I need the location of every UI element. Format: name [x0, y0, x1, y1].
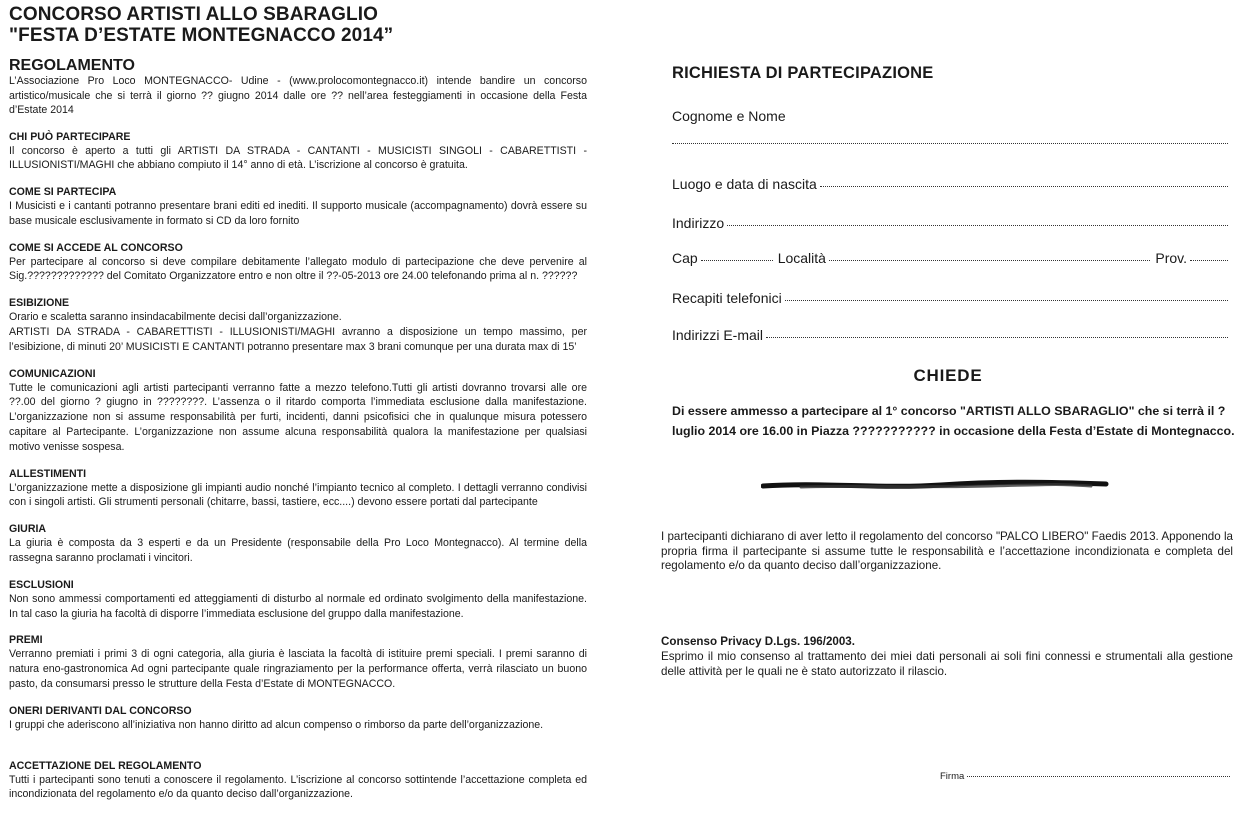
firma-dotted-line[interactable] [967, 776, 1230, 777]
regolamento-sections [9, 130, 587, 803]
indirizzo-label: Indirizzo [672, 215, 725, 231]
chiede-line-2: luglio 2014 ore 16.00 in Piazza ??????????? in occasione della Festa d’Estate di Montegnacco. [672, 424, 1235, 438]
regolamento-section [9, 130, 587, 174]
regolamento-section [9, 704, 587, 733]
prov-dotted-line[interactable] [1190, 260, 1228, 261]
section-title: COMUNICAZIONI [9, 367, 96, 380]
nascita-field[interactable] [672, 176, 1228, 192]
section-paragraph: Non sono ammessi comportamenti ed atteggiamenti di disturbo al normale ed ordinato svolgimento della manifestazione. In tal caso la giuria ha facoltà di disporre l’immediata esclusione del gruppo dalla manifestazione. [9, 592, 587, 620]
regolamento-intro: L’Associazione Pro Loco MONTEGNACCO- Udine - (www.prolocomontegnacco.it) intende bandire un concorso artistico/musicale che si terrà il giorno ?? giugno 2014 dalle ore ?? nell’area festeggiamenti in occasione della Festa d’Estate 2014 [9, 75, 587, 116]
section-body [9, 310, 587, 354]
regolamento-section [9, 578, 587, 622]
regolamento-section [9, 633, 587, 691]
section-paragraph: Il concorso è aperto a tutti gli ARTISTI DA STRADA - CANTANTI - MUSICISTI SINGOLI - CABARETTISTI - ILLUSIONISTI/MAGHI che abbiano compiuto il 14° anno di età. L’iscrizione al concorso è gratuita. [9, 144, 587, 172]
telefoni-label: Recapiti telefonici [672, 290, 782, 306]
chiede-line-1: Di essere ammesso a partecipare al 1° concorso "ARTISTI ALLO SBARAGLIO" che si terrà il ? [672, 404, 1226, 418]
privacy-text: Esprimo il mio consenso al trattamento dei miei dati personali ai soli fini connessi e strumentali alla gestione delle attività per le quali ne è stato autorizzato il rilascio. [661, 650, 1233, 678]
localita-dotted-line[interactable] [829, 260, 1150, 261]
section-body [9, 592, 587, 622]
section-title: ALLESTIMENTI [9, 467, 87, 480]
section-paragraph: L’organizzazione mette a disposizione gli impianti audio nonché l’impianto tecnico al completo. I dettagli verranno condivisi con i singoli artisti. Gli strumenti personali (chitarre, bassi, tastiere, ecc....) devono essere portati dal partecipante [9, 481, 587, 509]
request-title: RICHIESTA DI PARTECIPAZIONE [672, 64, 934, 82]
chiede-heading: CHIEDE [913, 366, 983, 385]
email-field[interactable] [672, 327, 1228, 343]
cap-localita-prov-field[interactable] [672, 250, 1228, 266]
section-paragraph: I gruppi che aderiscono all’iniziativa non hanno diritto ad alcun compenso o rimborso da parte dell’organizzazione. [9, 718, 544, 731]
section-title: COME SI ACCEDE AL CONCORSO [9, 241, 183, 254]
indirizzo-dotted-line[interactable] [727, 225, 1228, 226]
nascita-dotted-line[interactable] [820, 186, 1228, 187]
section-body [9, 718, 587, 733]
section-paragraph: Per partecipare al concorso si deve compilare debitamente l’allegato modulo di partecipazione che deve pervenire al Sig.????????????? del Comitato Organizzatore entro e non oltre il ??-05-2013 ore 24.00 telefonando prima al n. ?????? [9, 255, 587, 283]
section-body [9, 255, 587, 285]
section-title: GIURIA [9, 523, 47, 536]
section-paragraph: La giuria è composta da 3 esperti e da un Presidente (responsabile della Pro Loco Montegnacco). Al termine della rassegna saranno proclamati i vincitori. [9, 537, 587, 565]
email-dotted-line[interactable] [766, 337, 1228, 338]
section-title: ACCETTAZIONE DEL REGOLAMENTO [9, 759, 202, 772]
section-body [9, 381, 587, 455]
section-body [9, 481, 587, 511]
section-body [9, 536, 587, 566]
telefoni-dotted-line[interactable] [785, 300, 1228, 301]
email-label: Indirizzi E-mail [672, 327, 764, 343]
nascita-label: Luogo e data di nascita [672, 176, 817, 192]
scribble-signature-mark [761, 478, 1111, 494]
telefoni-field[interactable] [672, 290, 1228, 306]
contest-subtitle: "FESTA D’ESTATE MONTEGNACCO 2014” [9, 25, 394, 46]
declaration-text: I partecipanti dichiarano di aver letto il regolamento del concorso "PALCO LIBERO" Faedis 2013. Apponendo la propria firma il partecipante si assume tutte le responsabilità e l’accettazione incondizionata e completa del regolamento e/o da quanto deciso dall’organizzazione. [661, 530, 1233, 572]
regolamento-heading: REGOLAMENTO [9, 57, 135, 74]
cognome-label: Cognome e Nome [672, 108, 786, 124]
cognome-line[interactable] [672, 145, 1228, 157]
regolamento-section [9, 296, 587, 354]
section-title: ESCLUSIONI [9, 578, 74, 591]
prov-label: Prov. [1155, 250, 1187, 266]
regolamento-section [9, 241, 587, 285]
section-title: PREMI [9, 634, 43, 647]
firma-field[interactable] [940, 771, 1230, 782]
section-title: ESIBIZIONE [9, 297, 70, 310]
localita-label: Località [777, 250, 826, 266]
section-paragraph: Tutte le comunicazioni agli artisti partecipanti verranno fatte a mezzo telefono.Tutti gli artisti dovranno trovarsi alle ore ??.00 del giorno ? giugno in ????????. L’assenza o il ritardo comporta l’immediata esclusione dalla manifestazione. L’organizzazione non si assume responsabilità per furti, incidenti, danni psicofisici che in qualunque misura potessero capitare al Partecipante. L’organizzazione non assume alcuna responsabilità qualora la manifestazione per qualsiasi motivo venisse sospesa. [9, 381, 587, 453]
regolamento-column [9, 4, 587, 802]
section-title: ONERI DERIVANTI DAL CONCORSO [9, 704, 192, 717]
regolamento-section [9, 759, 587, 803]
section-body [9, 144, 587, 174]
section-paragraph: ARTISTI DA STRADA - CABARETTISTI - ILLUSIONISTI/MAGHI avranno a disposizione un tempo massimo, per l’esibizione, di minuti 20’ MUSICISTI E CANTANTI potranno presentare max 3 brani comunque per una durata max di 15’ [9, 326, 587, 353]
section-body [9, 647, 587, 691]
cognome-field[interactable] [672, 108, 1228, 124]
section-paragraph: I Musicisti e i cantanti potranno presentare brani editi ed inediti. Il supporto musicale (accompagnamento) dovrà essere su base musicale esclusivamente in formato si CD da loro fornito [9, 200, 587, 227]
regolamento-section [9, 185, 587, 229]
chiede-text [672, 401, 1235, 441]
section-body [9, 199, 587, 229]
privacy-title: Consenso Privacy D.Lgs. 196/2003. [661, 635, 855, 648]
cap-label: Cap [672, 250, 698, 266]
section-paragraph: Tutti i partecipanti sono tenuti a conoscere il regolamento. L’iscrizione al concorso sottintende l’accettazione completa ed incondizionata del regolamento e/o da quanto deciso dall’organizzazione. [9, 773, 587, 801]
regolamento-section [9, 467, 587, 511]
section-paragraph: Verranno premiati i primi 3 di ogni categoria, alla giuria è lasciata la facoltà di istituire premi speciali. I premi saranno di natura eno-gastronomica Ad ogni partecipante quale ringraziamento per la performance offerta, verrà rilasciato un buono pasto, da consumarsi presso le strutture della Festa d’Estate di MONTEGNACCO. [9, 648, 587, 691]
cap-dotted-line[interactable] [701, 260, 773, 261]
indirizzo-field[interactable] [672, 215, 1228, 231]
regolamento-section [9, 367, 587, 455]
section-title: CHI PUÒ PARTECIPARE [9, 130, 131, 143]
section-paragraph: Orario e scaletta saranno insindacabilmente decisi dall’organizzazione. [9, 311, 342, 324]
section-body [9, 773, 587, 803]
contest-title: CONCORSO ARTISTI ALLO SBARAGLIO [9, 4, 379, 25]
section-title: COME SI PARTECIPA [9, 186, 117, 199]
firma-label: Firma [940, 771, 965, 782]
regolamento-section [9, 522, 587, 566]
cognome-dotted-line[interactable] [672, 143, 1228, 144]
